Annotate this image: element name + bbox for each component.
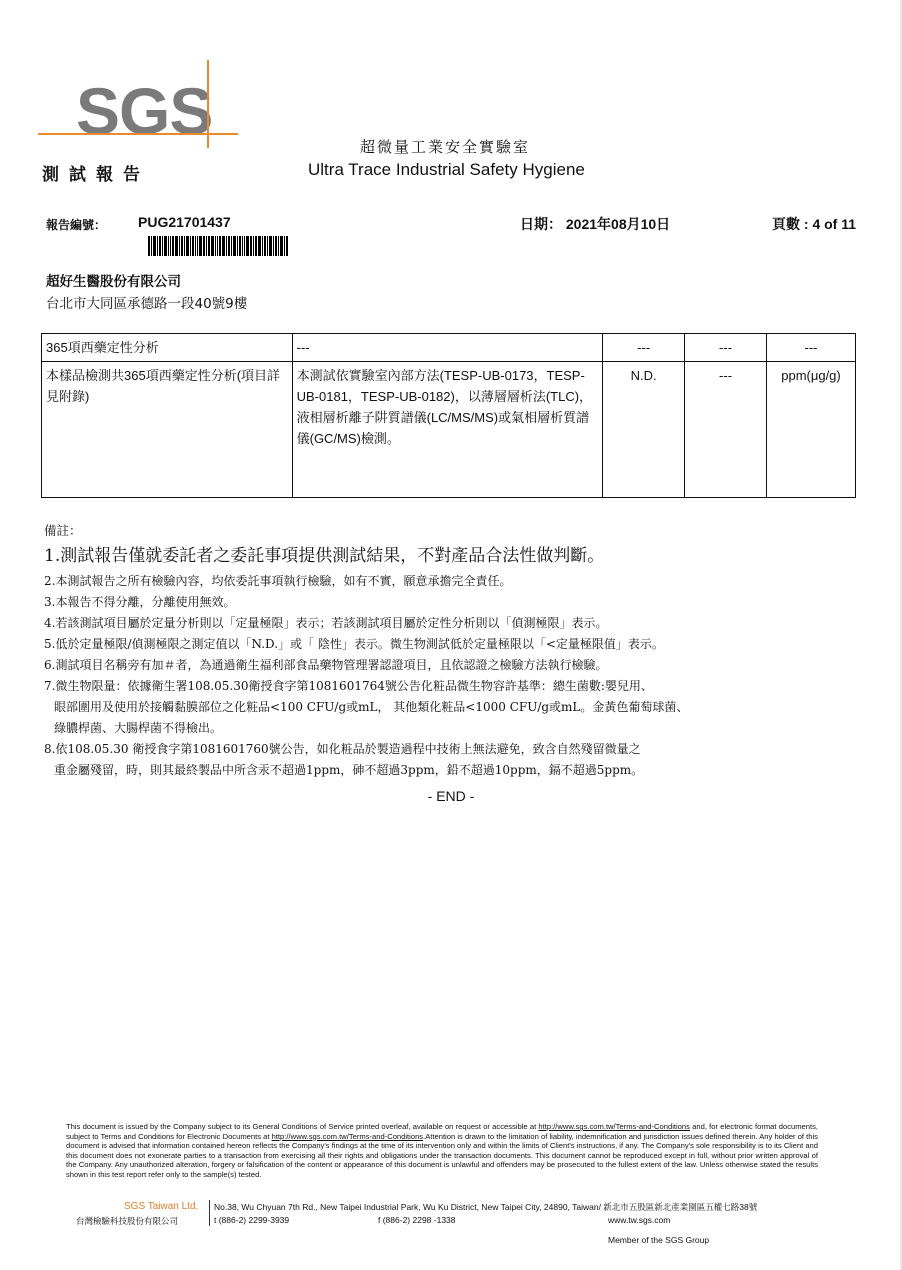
- note-5: 5.低於定量極限/偵測極限之測定值以「N.D.」或「 陰性」表示。微生物測試低於定量極限以「<定量極限值」表示。: [44, 637, 664, 651]
- table-row: [42, 362, 856, 498]
- report-no-label: 報告編號：: [46, 218, 107, 232]
- note-8-line-1: 8.依108.05.30 衛授食字第1081601760號公告，如化粧品於製造過程中技術上無法避免，致含自然殘留微量之: [44, 742, 641, 756]
- note-8-line-2: 重金屬殘留，時，則其最終製品中所含汞不超過1ppm，砷不超過3ppm，鉛不超過10ppm，鎘不超過5ppm。: [54, 763, 644, 777]
- table-cell-method: 本測試依實驗室內部方法(TESP-UB-0173，TESP-UB-0181，TESP-UB-0182)，以薄層層析法(TLC)，液相層析離子阱質譜儀(LC/MS/MS)或氣相層析質譜儀(GC/MS)檢測。: [292, 362, 603, 498]
- note-7-line-1: 7.微生物限量：依據衛生署108.05.30衛授食字第1081601764號公告化粧品微生物容許基準：總生菌數:嬰兒用、: [44, 679, 653, 693]
- disclaimer-part-a: This document is issued by the Company subject to its General Conditions of Service printed overleaf, available on request or accessible at: [66, 1122, 539, 1131]
- footer-address: No.38, Wu Chyuan 7th Rd., New Taipei Industrial Park, Wu Ku District, New Taipei City, 24890, Taiwan/ 新北市五股區新北產業園區五權七路38號: [214, 1202, 758, 1212]
- note-6: 6.測試項目名稱旁有加＃者，為通過衛生福利部食品藥物管理署認證項目，且依認證之檢驗方法執行檢驗。: [44, 658, 608, 672]
- note-7-line-3: 綠膿桿菌、大腸桿菌不得檢出。: [54, 721, 223, 735]
- table-cell-item: 本樣品檢測共365項西藥定性分析(項目詳見附錄): [42, 362, 293, 498]
- lab-name-cn: 超微量工業安全實驗室: [360, 138, 531, 156]
- sgs-logo: [38, 58, 238, 148]
- footer-company-cn: 台灣檢驗科技股份有限公司: [76, 1217, 179, 1227]
- lab-name-en: Ultra Trace Industrial Safety Hygiene: [308, 160, 585, 179]
- end-marker: - END -: [427, 788, 475, 804]
- table-cell-item: 365項西藥定性分析: [42, 334, 293, 362]
- table-row: [42, 334, 856, 362]
- notes-header: 備註：: [44, 523, 82, 538]
- note-3: 3.本報告不得分離，分離使用無效。: [44, 595, 236, 609]
- table-cell-result: N.D.: [603, 362, 685, 498]
- table-cell-method: ---: [292, 334, 603, 362]
- report-no-value: PUG21701437: [138, 214, 231, 230]
- table-cell-limit: ---: [685, 334, 767, 362]
- report-title: 測試報告: [42, 165, 150, 185]
- sgs-logo-text: SGS: [76, 74, 213, 148]
- page-number: 頁數 : 4 of 11: [772, 216, 857, 232]
- footer-tel: t (886-2) 2299-3939: [214, 1215, 290, 1225]
- note-7-line-2: 眼部圍用及使用於接觸黏膜部位之化粧品<100 CFU/g或mL， 其他類化粧品<1000 CFU/g或mL。金黃色葡萄球菌、: [54, 700, 689, 714]
- report-date: 日期： 2021年08月10日: [520, 216, 671, 232]
- client-address: 台北市大同區承德路一段40號9樓: [46, 296, 248, 312]
- client-name: 超好生醫股份有限公司: [46, 274, 181, 290]
- disclaimer-part-c: .Attention is drawn to the limitation of liability, indemnification and jurisdiction issues defined therein. Any holder of this document is advised that information contained hereon reflects the Company's findings at the time of its intervention only and within the limits of Client's instructions, if any. The Company's sole responsibility is to its Client and this document does not exonerate parties to a transaction from exercising all their rights and obligations under the transaction documents. This document cannot be reproduced except in full, without prior written approval of the Company. Any unauthorized alteration, forgery or falsification of the content or appearance of this document is unlawful and offenders may be prosecuted to the fullest extent of the law. Unless otherwise stated the results shown in this test report refer only to the sample(s) tested.: [66, 1131, 819, 1179]
- footer-website: www.tw.sgs.com: [608, 1215, 671, 1225]
- note-2: 2.本測試報告之所有檢驗內容，均依委託事項執行檢驗，如有不實，願意承擔完全責任。: [44, 574, 512, 588]
- barcode-icon: [148, 236, 288, 256]
- footer-divider: [209, 1200, 210, 1226]
- terms-link-2[interactable]: http://www.sgs.com.tw/Terms-and-Conditions: [271, 1131, 424, 1141]
- results-table: [41, 333, 856, 498]
- table-cell-result: ---: [603, 334, 685, 362]
- disclaimer-part-b: and, for electronic format documents, subject to Terms and Conditions for Electronic Documents at: [66, 1122, 818, 1141]
- table-cell-unit: ppm(μg/g): [766, 362, 855, 498]
- footer-member: Member of the SGS Group: [608, 1235, 710, 1245]
- note-4: 4.若該測試項目屬於定量分析則以「定量極限」表示；若該測試項目屬於定性分析則以「偵測極限」表示。: [44, 616, 608, 630]
- footer-fax: f (886-2) 2298 -1338: [378, 1215, 456, 1225]
- table-cell-limit: ---: [685, 362, 767, 498]
- note-1: 1.測試報告僅就委託者之委託事項提供測試結果，不對產品合法性做判斷。: [44, 546, 605, 566]
- disclaimer: [66, 1122, 818, 1180]
- terms-link-1[interactable]: http://www.sgs.com.tw/Terms-and-Conditions: [538, 1122, 690, 1131]
- table-cell-unit: ---: [766, 334, 855, 362]
- notes-section: [44, 520, 864, 781]
- footer-company-en: SGS Taiwan Ltd.: [124, 1201, 199, 1212]
